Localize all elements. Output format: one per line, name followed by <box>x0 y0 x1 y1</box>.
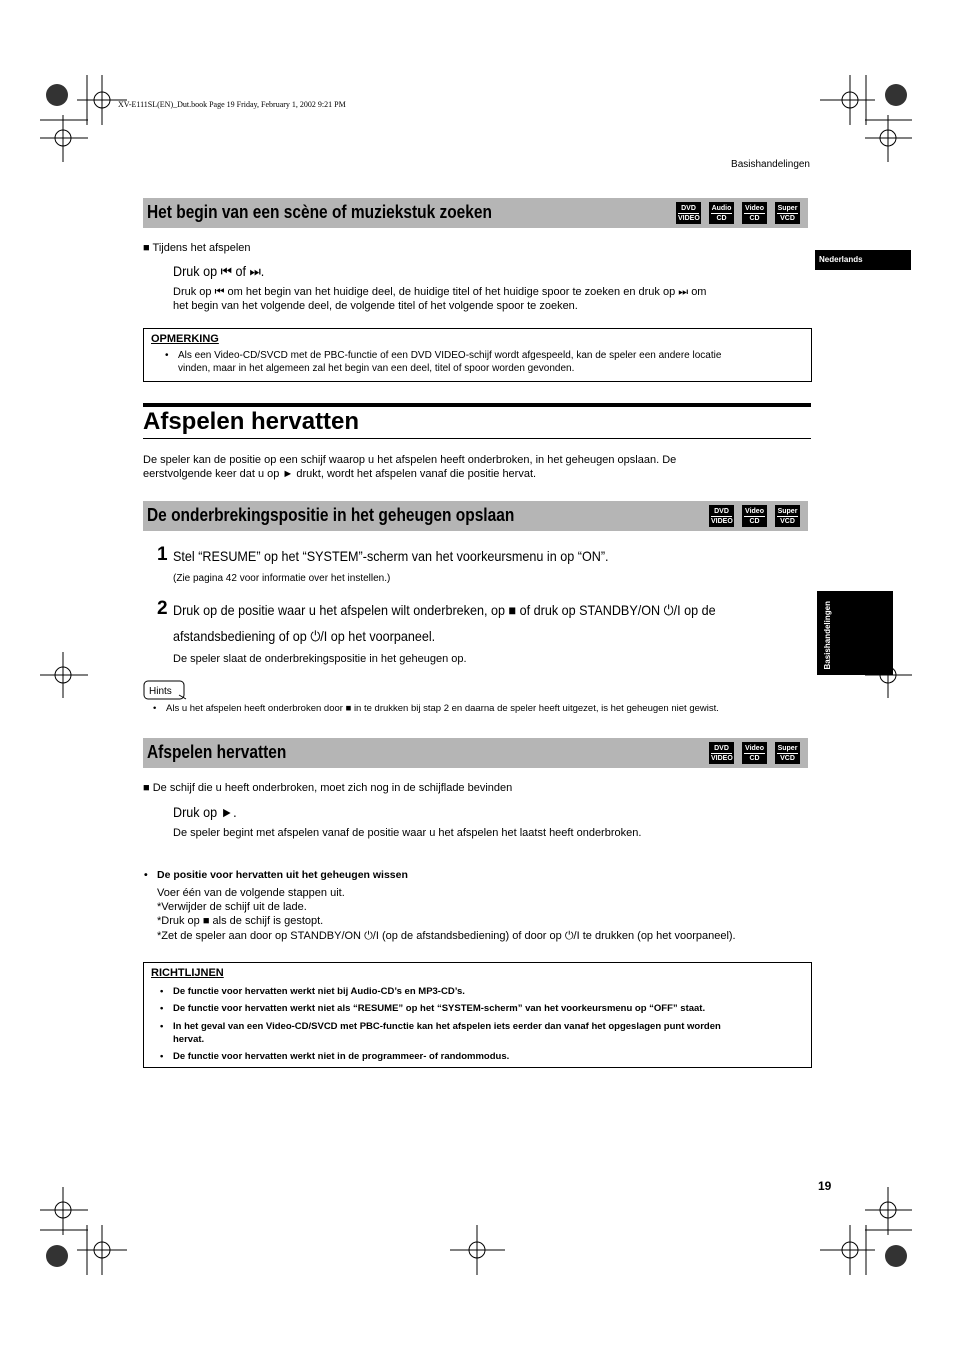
step-subtext: De speler slaat de onderbrekingspositie in het geheugen op. <box>173 653 467 665</box>
side-tab-label: Basishandelingen <box>823 600 832 669</box>
section-title: De onderbrekingspositie in het geheugen opslaan <box>147 505 515 525</box>
power-icon: ⏻/I <box>310 628 328 644</box>
clear-title: • De positie voor hervatten uit het geheugen wissen <box>144 869 408 881</box>
hint-item: • Als u het afspelen heeft onderbroken door ■ in te drukken bij stap 2 en daarna de speler heeft uitgezet, is het geheugen niet gewist. <box>153 703 719 714</box>
guidelines-box <box>143 962 812 1068</box>
guideline-item: • De functie voor hervatten werkt niet als “RESUME” op het “SYSTEM-scherm” van het voorkeursmenu op “OFF” staat. <box>160 1003 706 1014</box>
note-item: • Als een Video-CD/SVCD met de PBC-functie of een DVD VIDEO-schijf wordt afgespeeld, kan de speler een andere locatie vinden, maar in het algemeen zal het begin van een deel, titel of spoor worden gevonden. <box>165 350 722 374</box>
guideline-item: • De functie voor hervatten werkt niet bij Audio-CD’s en MP3-CD’s. <box>160 986 465 997</box>
guideline-item: • In het geval van een Video-CD/SVCD met PBC-functie kan het afspelen iets eerder dan vanaf het opgeslagen punt worden hervat. <box>160 1021 721 1045</box>
hints-badge <box>143 680 187 700</box>
audio-cd-icon: Audio CD <box>709 202 734 224</box>
step-text: afstandsbediening of op ⏻/I op het voorpaneel. <box>173 628 436 644</box>
power-icon: ⏻/I <box>564 930 580 942</box>
clear-line: *Zet de speler aan door op STANDBY/ON ⏻/I (op de afstandsbediening) of door op ⏻/I te drukken (op het voorpaneel). <box>157 930 736 942</box>
hints-icon <box>143 680 187 700</box>
dvd-video-icon: DVD VIDEO <box>676 202 701 224</box>
language-tab: Nederlands <box>815 250 911 270</box>
note-title: OPMERKING <box>151 333 219 345</box>
power-icon: ⏻/I <box>663 602 681 618</box>
super-vcd-icon: Super VCD <box>775 742 800 764</box>
instruction: Druk op ►. <box>173 804 237 820</box>
body-line: De speler begint met afspelen vanaf de positie waar u het afspelen het laatst heeft onderbroken. <box>173 827 642 839</box>
title-rule <box>143 403 811 407</box>
section-header-resume <box>143 738 808 768</box>
side-tab <box>817 591 893 675</box>
running-header: Basishandelingen <box>731 159 810 170</box>
step-text: Druk op de positie waar u het afspelen wilt onderbreken, op ■ of druk op STANDBY/ON ⏻/I op de <box>173 602 716 618</box>
video-cd-icon: Video CD <box>742 505 767 527</box>
section-title: Het begin van een scène of muziekstuk zoeken <box>147 202 492 222</box>
disc-icons <box>709 742 800 764</box>
step-text: Stel “RESUME” op het “SYSTEM”-scherm van het voorkeursmenu in op “ON”. <box>173 548 609 564</box>
dvd-video-icon: DVD VIDEO <box>709 505 734 527</box>
clear-line: Voer één van de volgende stappen uit. <box>157 887 345 899</box>
clear-line: *Druk op ■ als de schijf is gestopt. <box>157 915 324 927</box>
title-underline <box>143 438 811 439</box>
step-subtext: (Zie pagina 42 voor informatie over het instellen.) <box>173 573 391 584</box>
step-number: 2 <box>157 598 168 619</box>
condition: ■ De schijf die u heeft onderbroken, moet zich nog in de schijflade bevinden <box>143 782 513 794</box>
page-title: Afspelen hervatten <box>143 408 360 435</box>
body-line: het begin van het volgende deel, de volgende titel of het volgende spoor te zoeken. <box>173 300 578 312</box>
condition: ■ Tijdens het afspelen <box>143 242 251 254</box>
dvd-video-icon: DVD VIDEO <box>709 742 734 764</box>
disc-icons <box>676 202 800 224</box>
svg-text:Hints: Hints <box>149 686 172 697</box>
section-header-memory <box>143 501 808 531</box>
video-cd-icon: Video CD <box>742 742 767 764</box>
clear-line: *Verwijder de schijf uit de lade. <box>157 901 307 913</box>
disc-icons <box>709 505 800 527</box>
video-cd-icon: Video CD <box>742 202 767 224</box>
guidelines-title: RICHTLIJNEN <box>151 967 224 979</box>
instruction: Druk op ⏮ of ⏭. <box>173 263 265 279</box>
note-box <box>143 328 812 382</box>
intro-line: eerstvolgende keer dat u op ► drukt, wordt het afspelen vanaf die positie hervat. <box>143 468 537 480</box>
print-info: XV-E111SL(EN)_Dut.book Page 19 Friday, February 1, 2002 9:21 PM <box>118 100 346 109</box>
section-title: Afspelen hervatten <box>147 742 287 762</box>
step-number: 1 <box>157 544 168 565</box>
page-number: 19 <box>818 1179 832 1193</box>
section-header-search <box>143 198 808 228</box>
super-vcd-icon: Super VCD <box>775 505 800 527</box>
power-icon: ⏻/I <box>364 930 379 942</box>
guideline-item: • De functie voor hervatten werkt niet in de programmeer- of randommodus. <box>160 1051 510 1062</box>
body-line: Druk op ⏮ om het begin van het huidige deel, de huidige titel of het huidige spoor te zoeken en druk op ⏭ om <box>173 286 707 298</box>
intro-line: De speler kan de positie op een schijf waarop u het afspelen heeft onderbroken, in het geheugen opslaan. De <box>143 454 677 466</box>
super-vcd-icon: Super VCD <box>775 202 800 224</box>
